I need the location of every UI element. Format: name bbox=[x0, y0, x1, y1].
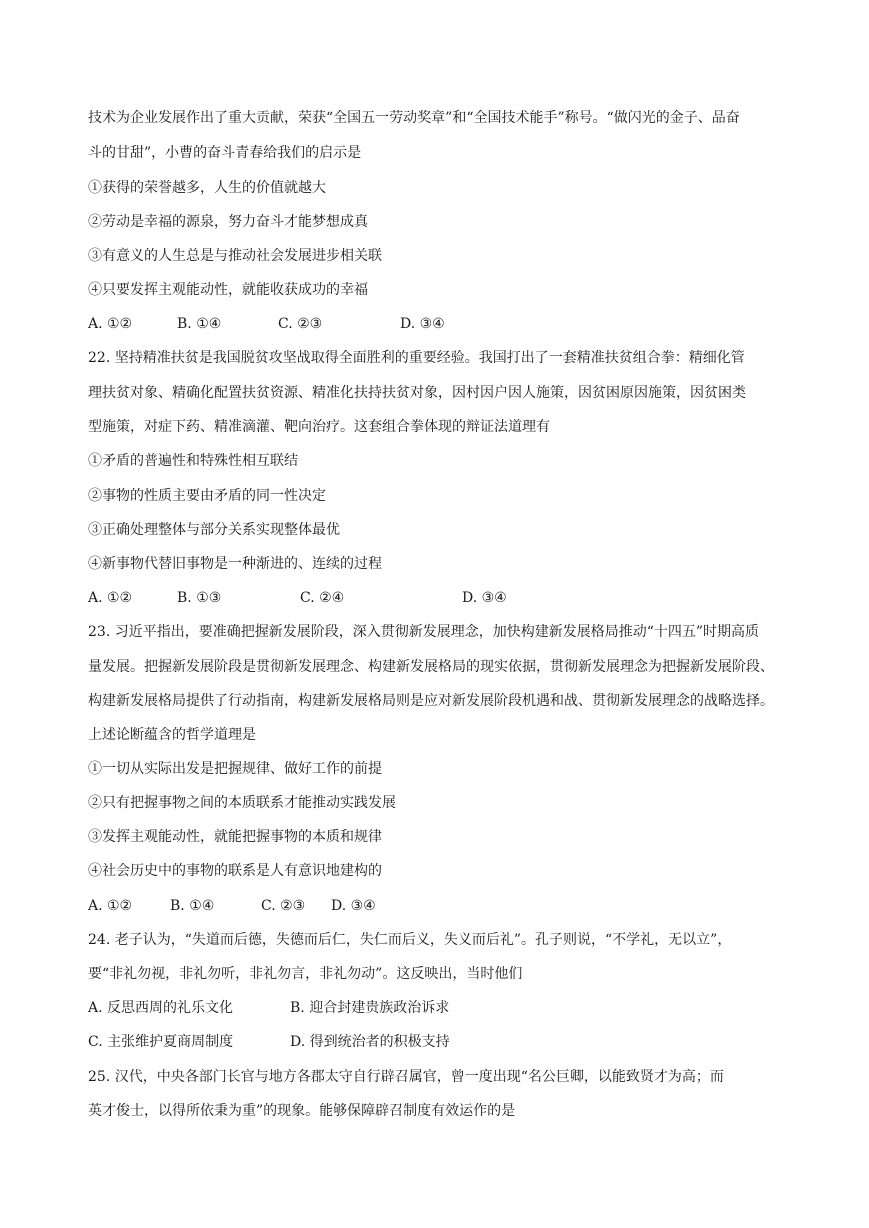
q21-item-2: ②劳动是幸福的源泉，努力奋斗才能梦想成真 bbox=[88, 214, 368, 230]
q23-item-1: ①一切从实际出发是把握规律、做好工作的前提 bbox=[88, 761, 382, 777]
q23-option-a[interactable]: A. ①② bbox=[88, 898, 133, 914]
q23-item-4: ④社会历史中的事物的联系是人有意识地建构的 bbox=[88, 863, 382, 879]
q23-options bbox=[88, 896, 788, 916]
q24-option-d[interactable]: D. 得到统治者的积极支持 bbox=[290, 1034, 450, 1050]
q23-stem-line-2: 量发展。把握新发展阶段是贯彻新发展理念、构建新发展格局的现实依据，贯彻新发展理念为把握新发展阶段、 bbox=[88, 659, 774, 675]
q22-option-b[interactable]: B. ①③ bbox=[177, 590, 222, 606]
q21-item-4: ④只要发挥主观能动性，就能收获成功的幸福 bbox=[88, 282, 368, 298]
q24-stem-line-2: 要“非礼勿视，非礼勿听，非礼勿言，非礼勿动”。这反映出，当时他们 bbox=[88, 966, 523, 982]
q21-stem-line-1: 技术为企业发展作出了重大贡献，荣获“全国五一劳动奖章”和“全国技术能手”称号。“做闪光的金子、品奋 bbox=[88, 110, 740, 126]
q25-stem-line-2: 英才俊士，以得所依秉为重”的现象。能够保障辟召制度有效运作的是 bbox=[88, 1103, 516, 1119]
q23-item-2: ②只有把握事物之间的本质联系才能推动实践发展 bbox=[88, 795, 396, 811]
q24-option-c[interactable]: C. 主张维护夏商周制度 bbox=[88, 1034, 234, 1050]
q22-option-c[interactable]: C. ②④ bbox=[300, 590, 345, 606]
q24-option-b[interactable]: B. 迎合封建贵族政治诉求 bbox=[290, 1000, 450, 1016]
q24-option-a[interactable]: A. 反思西周的礼乐文化 bbox=[88, 1000, 234, 1016]
q21-option-d[interactable]: D. ③④ bbox=[400, 316, 445, 332]
q23-stem-line-1: 23. 习近平指出，要准确把握新发展阶段，深入贯彻新发展理念，加快构建新发展格局推动“十四五”时期高质 bbox=[88, 624, 760, 640]
q22-stem-line-2: 理扶贫对象、精确化配置扶贫资源、精准化扶持扶贫对象，因村因户因人施策，因贫困原因施策，因贫困类 bbox=[88, 385, 746, 401]
q21-option-a[interactable]: A. ①② bbox=[88, 316, 133, 332]
q21-stem-line-2: 斗的甘甜”，小曹的奋斗青春给我们的启示是 bbox=[88, 145, 362, 161]
q22-item-2: ②事物的性质主要由矛盾的同一性决定 bbox=[88, 488, 326, 504]
q21-option-c[interactable]: C. ②③ bbox=[278, 316, 323, 332]
q22-stem-line-3: 型施策，对症下药、精准滴灌、靶向治疗。这套组合拳体现的辩证法道理有 bbox=[88, 419, 550, 435]
q21-item-1: ①获得的荣誉越多，人生的价值就越大 bbox=[88, 180, 326, 196]
q22-option-a[interactable]: A. ①② bbox=[88, 590, 133, 606]
q23-option-b[interactable]: B. ①④ bbox=[170, 898, 215, 914]
q21-option-b[interactable]: B. ①④ bbox=[177, 316, 222, 332]
q22-item-1: ①矛盾的普遍性和特殊性相互联结 bbox=[88, 453, 298, 469]
q24-stem-line-1: 24. 老子认为，“失道而后德，失德而后仁，失仁而后义，失义而后礼”。孔子则说，“不学礼，无以立”， bbox=[88, 932, 732, 948]
q21-item-3: ③有意义的人生总是与推动社会发展进步相关联 bbox=[88, 248, 382, 264]
q22-options bbox=[88, 588, 788, 608]
q23-item-3: ③发挥主观能动性，就能把握事物的本质和规律 bbox=[88, 829, 382, 845]
q23-option-d[interactable]: D. ③④ bbox=[331, 898, 376, 914]
q21-options bbox=[88, 314, 788, 334]
q23-option-c[interactable]: C. ②③ bbox=[261, 898, 306, 914]
q25-stem-line-1: 25. 汉代，中央各部门长官与地方各郡太守自行辟召属官，曾一度出现“名公巨卿，以能致贤才为高；而 bbox=[88, 1069, 724, 1085]
q23-stem-line-3: 构建新发展格局提供了行动指南，构建新发展格局则是应对新发展阶段机遇和战、贯彻新发展理念的战略选择。 bbox=[88, 693, 774, 709]
q22-item-4: ④新事物代替旧事物是一种渐进的、连续的过程 bbox=[88, 556, 382, 572]
q22-item-3: ③正确处理整体与部分关系实现整体最优 bbox=[88, 522, 340, 538]
q23-stem-line-4: 上述论断蕴含的哲学道理是 bbox=[88, 727, 256, 743]
q24-options-row-1 bbox=[88, 998, 788, 1018]
q22-stem-line-1: 22. 坚持精准扶贫是我国脱贫攻坚战取得全面胜利的重要经验。我国打出了一套精准扶贫组合拳：精细化管 bbox=[88, 350, 745, 366]
q22-option-d[interactable]: D. ③④ bbox=[462, 590, 507, 606]
q24-options-row-2 bbox=[88, 1032, 788, 1052]
